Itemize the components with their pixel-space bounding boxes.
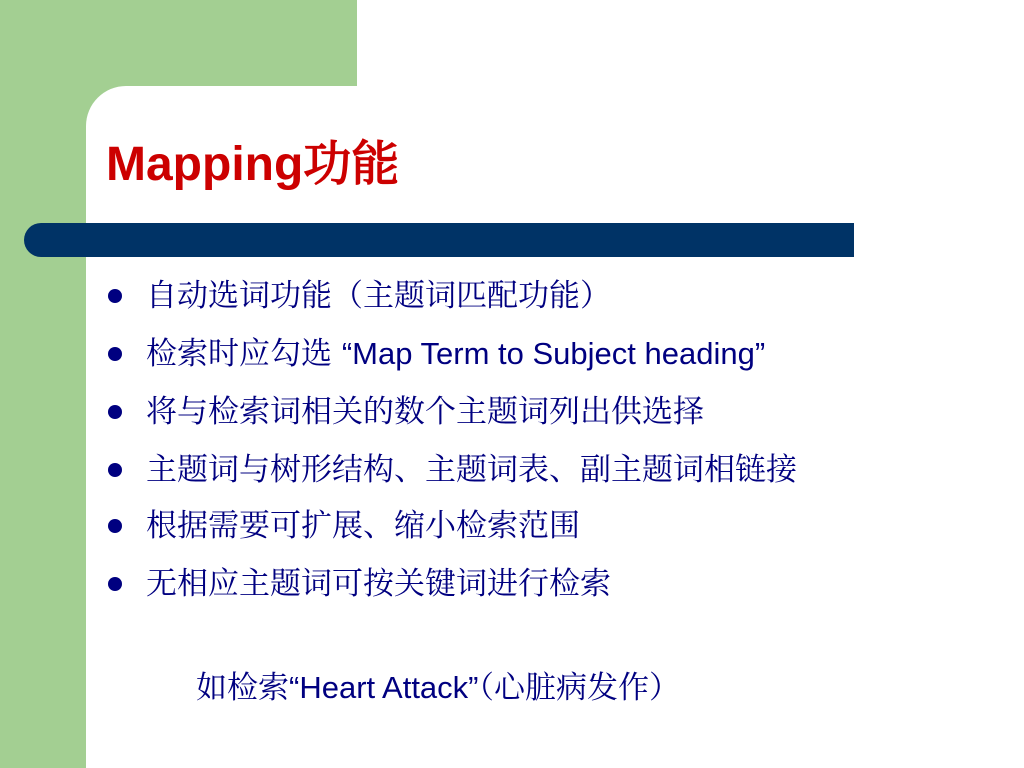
bullet-quote-term: “Map Term to Subject heading” bbox=[341, 336, 766, 371]
bullet-text: 主题词与树形结构、主题词表、副主题词相链接 bbox=[146, 452, 797, 488]
bullet-text-prefix: 检索时应勾选 bbox=[146, 336, 332, 372]
bullet-text: 根据需要可扩展、缩小检索范围 bbox=[146, 508, 580, 544]
slide-title: Mapping功能 bbox=[106, 138, 400, 191]
title-underline-bar bbox=[24, 223, 854, 257]
bullet-dot bbox=[108, 519, 122, 533]
bullet-item bbox=[106, 330, 986, 378]
example-suffix: （心脏病发作） bbox=[478, 670, 680, 706]
bullet-text: 无相应主题词可按关键词进行检索 bbox=[146, 566, 611, 602]
bullet-dot bbox=[108, 289, 122, 303]
bullet-text: 将与检索词相关的数个主题词列出供选择 bbox=[146, 394, 704, 430]
bullet-list bbox=[106, 272, 986, 618]
bullet-item bbox=[106, 560, 986, 608]
bullet-item bbox=[106, 446, 986, 494]
example-line bbox=[196, 664, 680, 712]
bullet-item bbox=[106, 502, 986, 550]
background-top-panel bbox=[357, 0, 1024, 100]
bullet-text: 自动选词功能（主题词匹配功能） bbox=[146, 278, 611, 314]
example-prefix: 如检索 bbox=[196, 670, 289, 706]
bullet-item bbox=[106, 388, 986, 436]
bullet-dot bbox=[108, 463, 122, 477]
bullet-dot bbox=[108, 405, 122, 419]
bullet-dot bbox=[108, 577, 122, 591]
bullet-item bbox=[106, 272, 986, 320]
bullet-dot bbox=[108, 347, 122, 361]
example-quote-term: “Heart Attack” bbox=[289, 670, 479, 705]
